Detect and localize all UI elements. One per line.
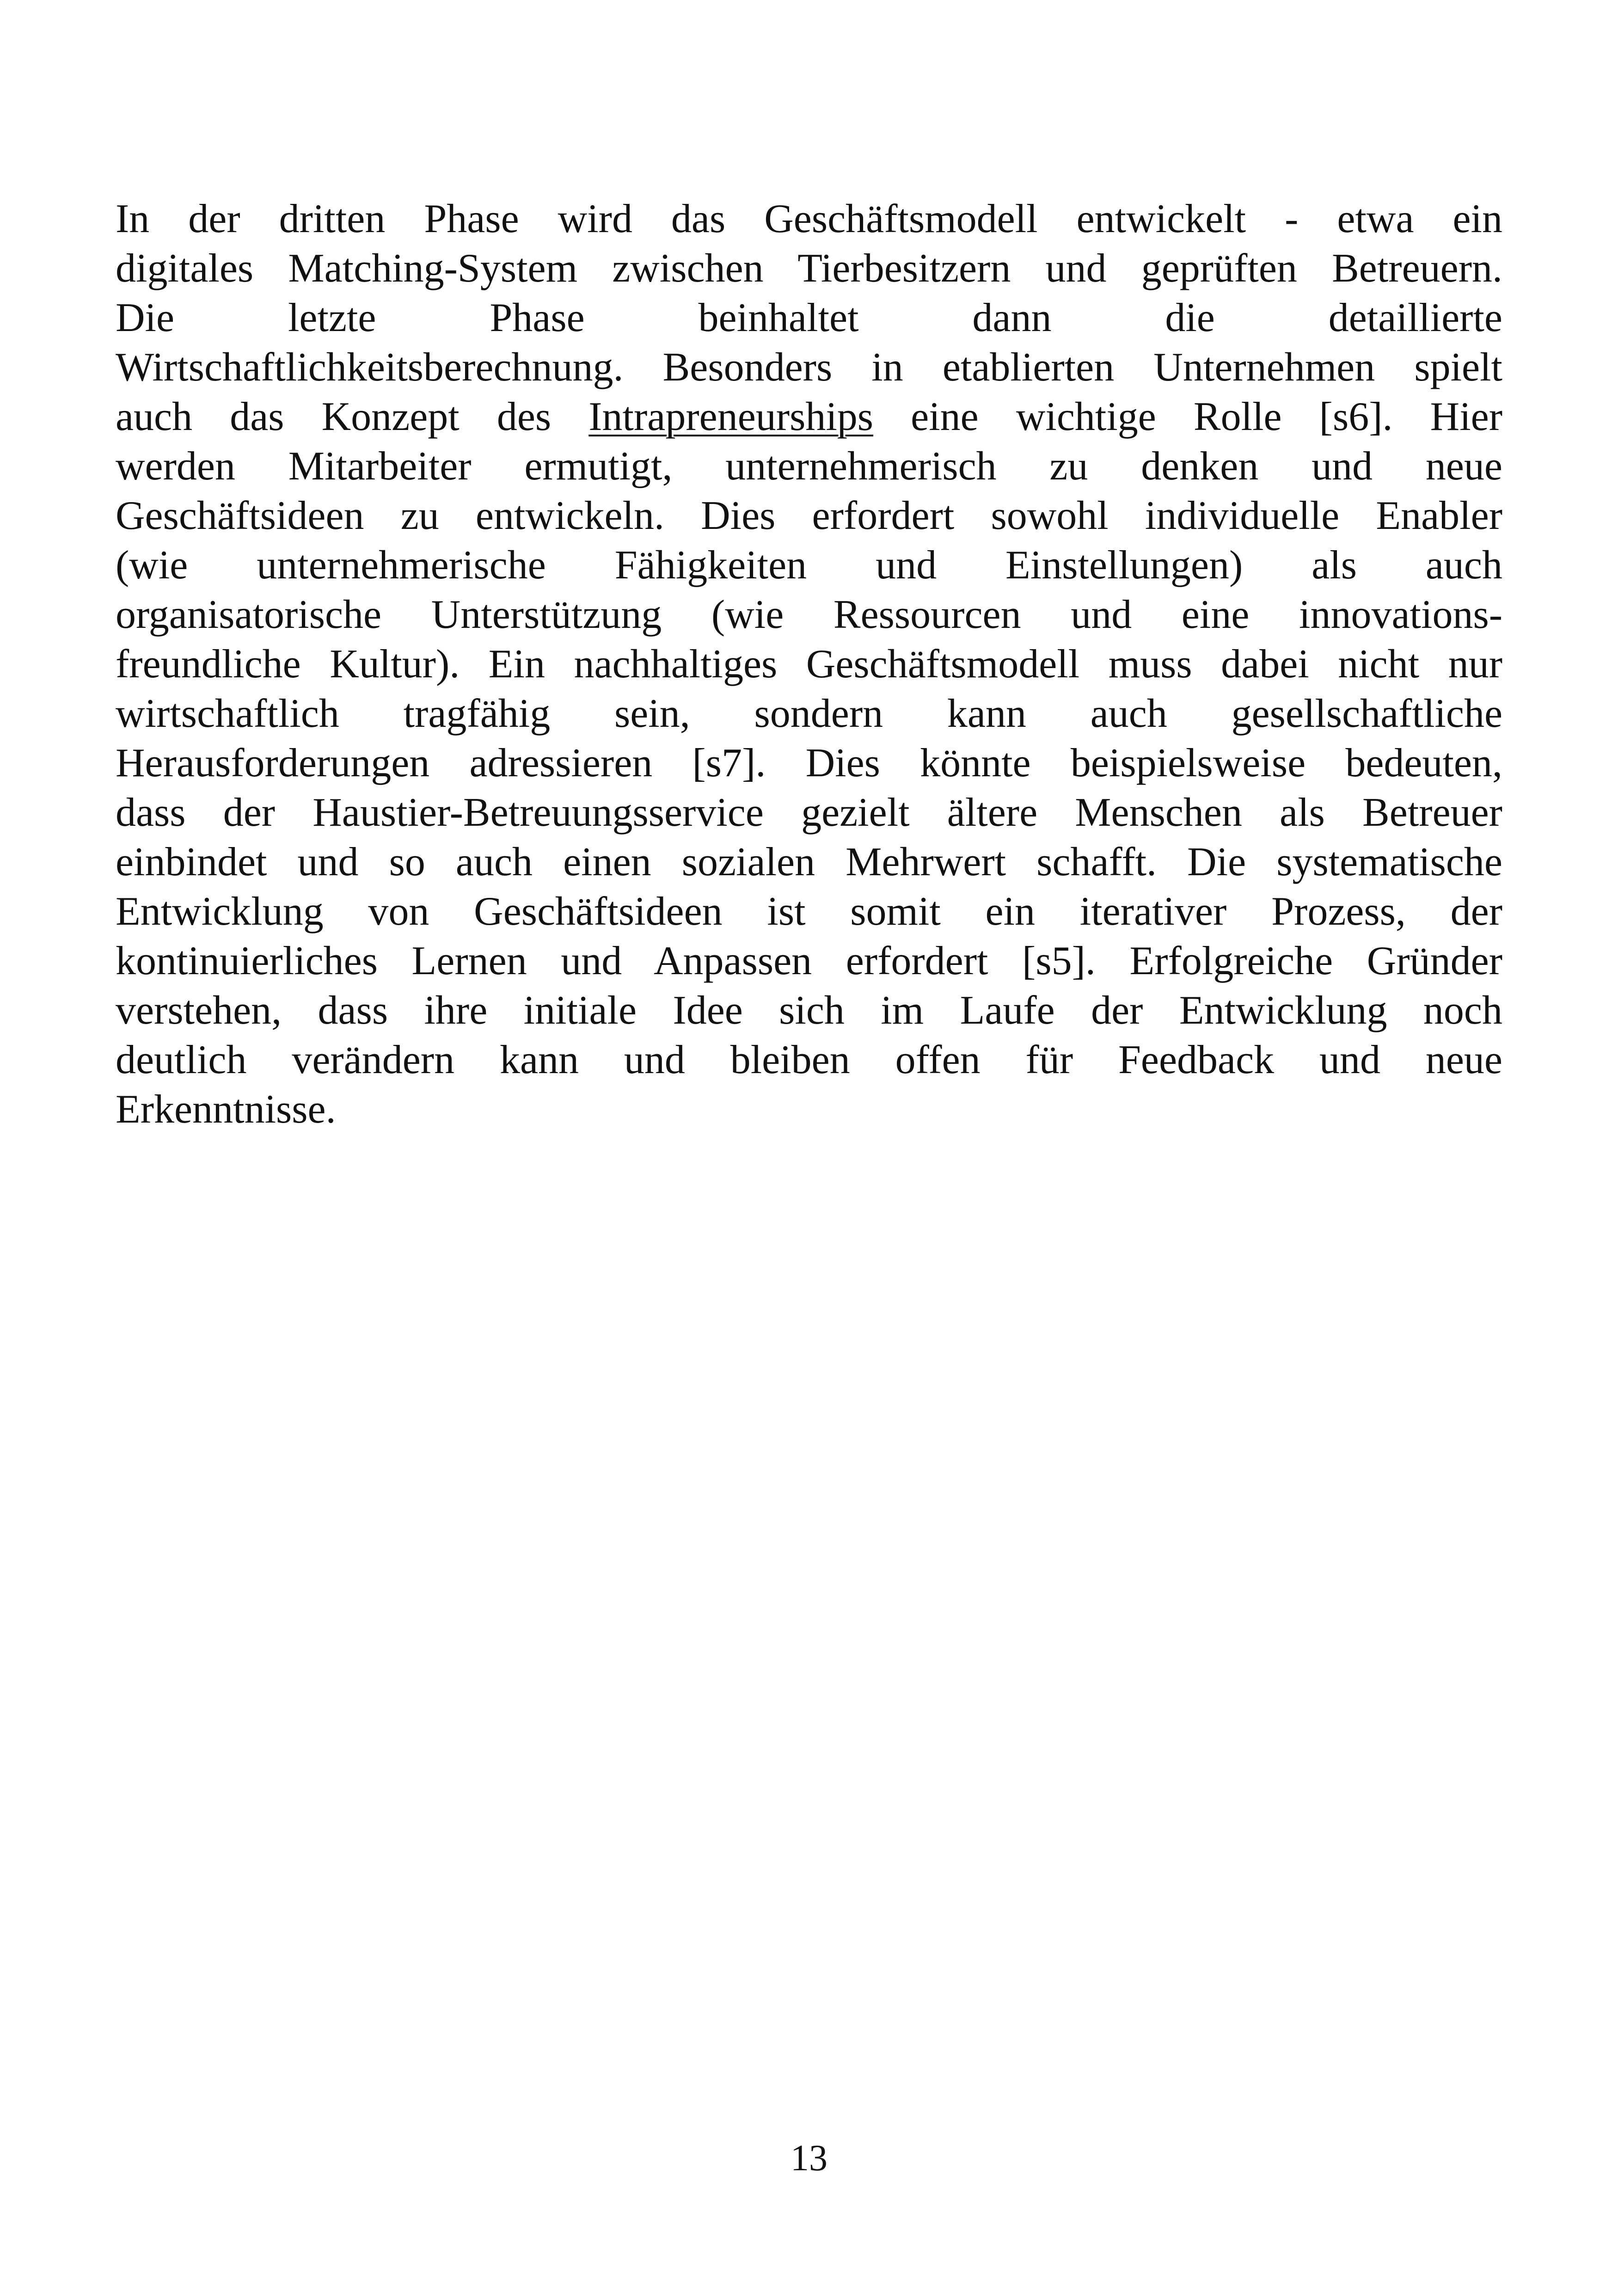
paragraph-line	[116, 392, 1502, 442]
paragraph-line	[116, 1085, 1502, 1134]
paragraph-line	[116, 986, 1502, 1035]
line-text: Entwicklung von Geschäftsideen ist somit ein iterativer Prozess, der	[116, 889, 1502, 934]
paragraph-line	[116, 244, 1502, 293]
line-text: Wirtschaftlichkeitsberechnung. Besonders in etablierten Unternehmen spielt	[116, 345, 1502, 390]
line-text: organisatorische Unterstützung (wie Ressourcen und eine innovations-	[116, 592, 1502, 637]
line-text: dass der Haustier-Betreuungsservice gezielt ältere Menschen als Betreuer	[116, 790, 1502, 835]
paragraph-line	[116, 788, 1502, 837]
line-text: Die letzte Phase beinhaltet dann die detaillierte	[116, 295, 1502, 340]
paragraph-line	[116, 738, 1502, 788]
paragraph-line	[116, 194, 1502, 244]
line-text: In der dritten Phase wird das Geschäftsmodell entwickelt - etwa ein	[116, 196, 1502, 241]
line-text: wirtschaftlich tragfähig sein, sondern kann auch gesellschaftliche	[116, 691, 1502, 736]
line-text: auch das Konzept des	[116, 394, 589, 439]
paragraph-line	[116, 887, 1502, 936]
line-text: deutlich verändern kann und bleiben offen für Feedback und neue	[116, 1037, 1502, 1082]
line-text: (wie unternehmerische Fähigkeiten und Einstellungen) als auch	[116, 543, 1502, 588]
line-text: Herausforderungen adressieren [s7]. Dies könnte beispielsweise bedeuten,	[116, 741, 1502, 786]
line-text: Erkenntnisse.	[116, 1087, 336, 1132]
body-paragraph	[116, 194, 1502, 1134]
paragraph-line	[116, 590, 1502, 639]
line-text: Geschäftsideen zu entwickeln. Dies erfordert sowohl individuelle Enabler	[116, 493, 1502, 538]
paragraph-line	[116, 442, 1502, 491]
page-number: 13	[791, 2138, 827, 2179]
paragraph-line	[116, 639, 1502, 689]
line-text: einbindet und so auch einen sozialen Mehrwert schafft. Die systematische	[116, 840, 1502, 884]
line-text: freundliche Kultur). Ein nachhaltiges Geschäftsmodell muss dabei nicht nur	[116, 642, 1502, 687]
line-text: digitales Matching-System zwischen Tierbesitzern und geprüften Betreuern.	[116, 246, 1502, 291]
paragraph-line	[116, 540, 1502, 590]
paragraph-line	[116, 936, 1502, 986]
paragraph-line	[116, 1035, 1502, 1085]
paragraph-line	[116, 293, 1502, 343]
line-text: werden Mitarbeiter ermutigt, unternehmerisch zu denken und neue	[116, 444, 1502, 489]
paragraph-line	[116, 837, 1502, 887]
line-text: verstehen, dass ihre initiale Idee sich im Laufe der Entwicklung noch	[116, 988, 1502, 1033]
intrapreneurships-link[interactable]: Intrapreneurships	[588, 394, 874, 439]
paragraph-line	[116, 689, 1502, 738]
paragraph-line	[116, 343, 1502, 392]
line-text: kontinuierliches Lernen und Anpassen erfordert [s5]. Erfolgreiche Gründer	[116, 939, 1502, 983]
paragraph-line	[116, 491, 1502, 540]
line-text: eine wichtige Rolle [s6]. Hier	[873, 394, 1503, 439]
